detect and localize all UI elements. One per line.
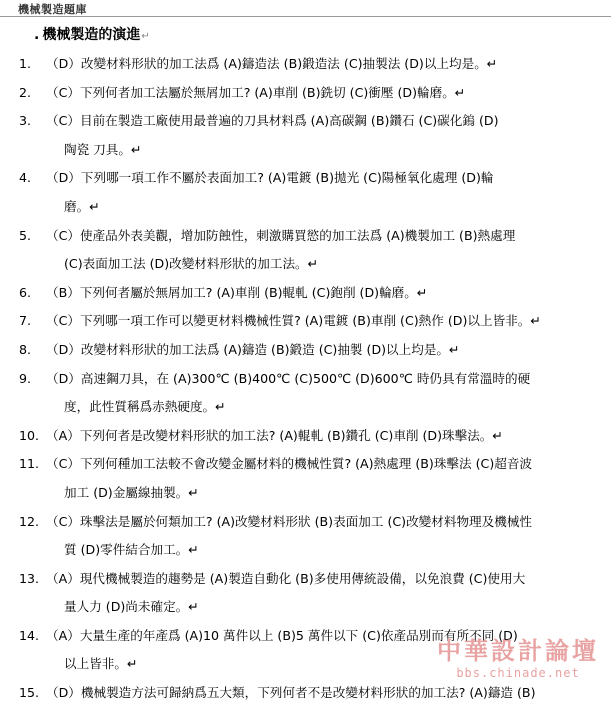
question-line-continued: (C)表面加工法 (D)改變材料形狀的加工法。↵	[64, 256, 319, 272]
question-answer: （B）	[46, 284, 80, 300]
paragraph-mark-icon: ↵	[141, 31, 150, 42]
section-title	[34, 24, 150, 44]
question-text	[46, 679, 595, 708]
question-line: 改變材料形狀的加工法爲 (A)鑄造 (B)鍛造 (C)抽製 (D)以上均是。↵	[80, 341, 460, 357]
question-number: 5.	[19, 227, 32, 243]
question-text	[46, 50, 595, 79]
question-text	[46, 565, 595, 622]
question-line: 目前在製造工廠使用最普遍的刀具材料爲 (A)高碳鋼 (B)鑽石 (C)碳化鎢 (D)	[79, 113, 499, 129]
question-line-continued: 磨。↵	[64, 198, 100, 214]
question-text	[46, 307, 595, 336]
question-line-continued: 陶瓷 刀具。↵	[64, 141, 142, 157]
question-item	[0, 222, 611, 279]
question-item	[0, 307, 611, 336]
question-answer: （A）	[46, 427, 80, 443]
question-line-continued: 以上皆非。↵	[64, 656, 138, 672]
question-text	[46, 450, 595, 507]
question-text	[46, 222, 595, 279]
question-line: 改變材料形狀的加工法爲 (A)鑄造法 (B)鍛造法 (C)抽製法 (D)以上均是。↵	[80, 56, 498, 71]
question-answer: （D）	[46, 370, 81, 386]
question-answer: （C）	[46, 84, 80, 100]
question-text	[46, 107, 595, 164]
question-text	[46, 79, 595, 108]
question-item	[0, 107, 611, 164]
question-item	[0, 279, 611, 308]
question-answer: （A）	[46, 570, 80, 586]
question-item	[0, 450, 611, 507]
question-text	[46, 164, 595, 221]
question-number: 11.	[19, 456, 40, 472]
question-line-continued: 質 (D)零件結合加工。↵	[64, 542, 199, 558]
question-line: 珠擊法是屬於何類加工? (A)改變材料形狀 (B)表面加工 (C)改變材料物理及機械性	[79, 513, 533, 529]
question-line-continued: 加工 (D)金屬線抽製。↵	[64, 484, 199, 500]
question-number: 14.	[19, 627, 40, 643]
question-number: 7.	[19, 313, 32, 329]
question-number: 9.	[19, 370, 32, 386]
question-answer: （C）	[46, 513, 80, 529]
question-item	[0, 508, 611, 565]
question-number: 15.	[19, 685, 40, 701]
watermark-url: bbs.chinade.net	[456, 666, 580, 680]
question-line-continued: 度，此性質稱爲赤熱硬度。↵	[64, 399, 226, 415]
page-header	[0, 0, 611, 22]
question-line: 現代機械製造的趨勢是 (A)製造自動化 (B)多使用傳統設備，以免浪費 (C)使用大	[79, 570, 526, 586]
section-dot: .	[34, 27, 40, 43]
question-answer: （A）	[46, 627, 80, 643]
question-item	[0, 565, 611, 622]
section-title-text: 機械製造的演進	[42, 27, 141, 43]
question-line: 下列哪一項工作不屬於表面加工? (A)電鍍 (B)拋光 (C)陽極氧化處理 (D)輪	[80, 170, 494, 186]
question-number: 13.	[19, 570, 40, 586]
question-text	[46, 336, 595, 365]
question-line: 下列哪一項工作可以變更材料機械性質? (A)電鍍 (B)車削 (C)熱作 (D)以上皆非。↵	[79, 313, 541, 329]
question-line: 下列何者加工法屬於無屑加工? (A)車削 (B)銑切 (C)衝壓 (D)輪磨。↵	[79, 84, 466, 100]
question-number: 1.	[19, 56, 32, 71]
watermark	[437, 636, 599, 680]
watermark-title: 中華設計論壇	[437, 636, 599, 665]
question-item	[0, 50, 611, 79]
question-item	[0, 422, 611, 451]
question-text	[46, 279, 595, 308]
question-number: 2.	[19, 84, 32, 100]
question-answer: （D）	[46, 341, 81, 357]
question-text	[46, 365, 595, 422]
question-line: 大量生產的年產爲 (A)10 萬件以上 (B)5 萬件以下 (C)依產品別而有所不同 (D)	[79, 627, 518, 643]
question-number: 10.	[19, 427, 40, 443]
header-divider	[0, 16, 611, 17]
question-item	[0, 365, 611, 422]
question-answer: （D）	[46, 685, 81, 701]
question-answer: （C）	[46, 227, 80, 243]
question-number: 3.	[19, 113, 32, 129]
question-line: 高速鋼刀具，在 (A)300℃ (B)400℃ (C)500℃ (D)600℃ 時仍具有常溫時的硬	[80, 370, 531, 386]
question-line: 機械製造方法可歸納爲五大類，下列何者不是改變材料形狀的加工法? (A)鑄造 (B)	[80, 685, 536, 701]
question-item	[0, 164, 611, 221]
question-item	[0, 336, 611, 365]
question-answer: （D）	[46, 56, 81, 71]
question-answer: （C）	[46, 313, 80, 329]
question-item	[0, 79, 611, 108]
question-text	[46, 508, 595, 565]
question-line: 下列何種加工法較不會改變金屬材料的機械性質? (A)熱處理 (B)珠擊法 (C)超音波	[79, 456, 533, 472]
question-item	[0, 679, 611, 708]
question-list	[0, 50, 611, 708]
question-line: 下列何者屬於無屑加工? (A)車削 (B)輥軋 (C)鉋削 (D)輪磨。↵	[79, 284, 428, 300]
question-number: 8.	[19, 341, 32, 357]
question-answer: （D）	[46, 170, 81, 186]
question-line: 使產品外表美觀，增加防蝕性，刺激購買慾的加工法爲 (A)機製加工 (B)熱處理	[79, 227, 516, 243]
question-number: 4.	[19, 170, 32, 186]
question-number: 6.	[19, 284, 32, 300]
question-answer: （C）	[46, 456, 80, 472]
header-title: 機械製造題庫	[18, 3, 87, 16]
question-number: 12.	[19, 513, 40, 529]
question-text	[46, 422, 595, 451]
question-line: 下列何者是改變材料形狀的加工法? (A)輥軋 (B)鑽孔 (C)車削 (D)珠擊法。↵	[79, 427, 503, 443]
question-answer: （C）	[46, 113, 80, 129]
question-line-continued: 量人力 (D)尚未確定。↵	[64, 599, 199, 615]
